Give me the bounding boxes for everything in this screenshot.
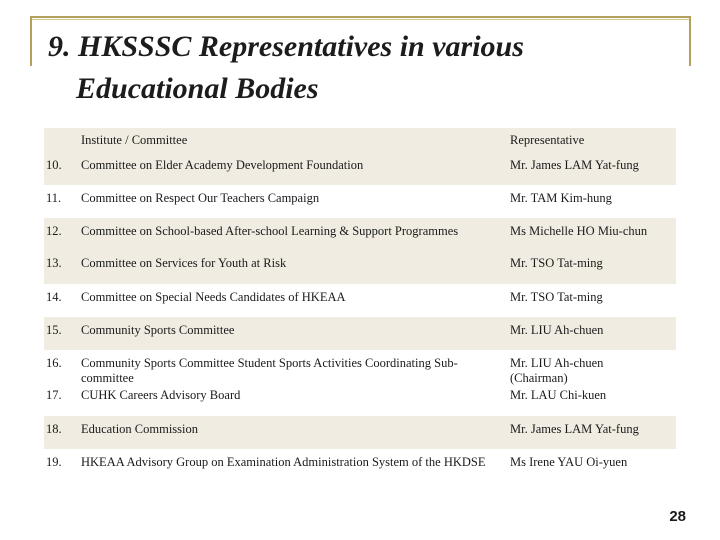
header-representative: Representative [510,133,585,147]
row-institute: HKEAA Advisory Group on Examination Administration System of the HKDSE [81,455,486,469]
row-number: 14. [46,290,62,304]
row-number: 17. [46,388,62,402]
row-institute: Committee on School-based After-school Learning & Support Programmes [81,224,459,238]
table-row [44,284,676,317]
table-row [44,449,676,489]
row-number: 15. [46,323,62,337]
table-header [44,128,676,152]
row-representative: Mr. TSO Tat-ming [510,290,603,304]
row-representative: Mr. LAU Chi-kuen [510,388,607,402]
row-representative: Mr. LIU Ah-chuen [510,323,604,337]
frame-left-rule [30,16,32,66]
row-institute: Committee on Elder Academy Development Foundation [81,158,364,172]
row-number: 11. [46,191,62,205]
row-number: 13. [46,256,62,270]
page-number: 28 [669,508,686,525]
row-institute: Committee on Special Needs Candidates of HKEAA [81,290,346,304]
table-row [44,152,676,185]
row-representative: Mr. James LAM Yat-fung [510,422,639,436]
row-number: 19. [46,455,62,469]
row-representative: Ms Irene YAU Oi-yuen [510,455,628,469]
row-institute: Committee on Respect Our Teachers Campaign [81,191,320,205]
row-representative: Ms Michelle HO Miu-chun [510,224,648,238]
frame-top-accent-rule [30,19,690,20]
table-row [44,416,676,449]
row-representative: Mr. James LAM Yat-fung [510,158,639,172]
slide-title-line-2: Educational Bodies [76,72,319,105]
slide-title [48,26,688,110]
row-number: 16. [46,356,62,370]
row-institute: Committee on Services for Youth at Risk [81,256,287,270]
row-number: 12. [46,224,62,238]
slide-title-line-1: 9. HKSSSC Representatives in various [48,30,524,63]
table-row [44,185,676,218]
row-representative: Mr. LIU Ah-chuen (Chairman) [510,356,604,385]
table-row [44,350,676,416]
row-institute: Education Commission [81,422,199,436]
row-representative: Mr. TAM Kim-hung [510,191,612,205]
row-number: 18. [46,422,62,436]
row-institute: CUHK Careers Advisory Board [81,388,241,402]
table-row [44,317,676,350]
frame-right-rule [689,16,691,66]
frame-top-rule [30,16,690,18]
row-institute: Community Sports Committee [81,323,235,337]
table-row [44,218,676,284]
representatives-table [44,128,676,489]
row-number: 10. [46,158,62,172]
row-representative: Mr. TSO Tat-ming [510,256,603,270]
row-institute: Community Sports Committee Student Sports Activities Coordinating Sub-committee [81,356,458,385]
header-institute: Institute / Committee [81,133,188,147]
